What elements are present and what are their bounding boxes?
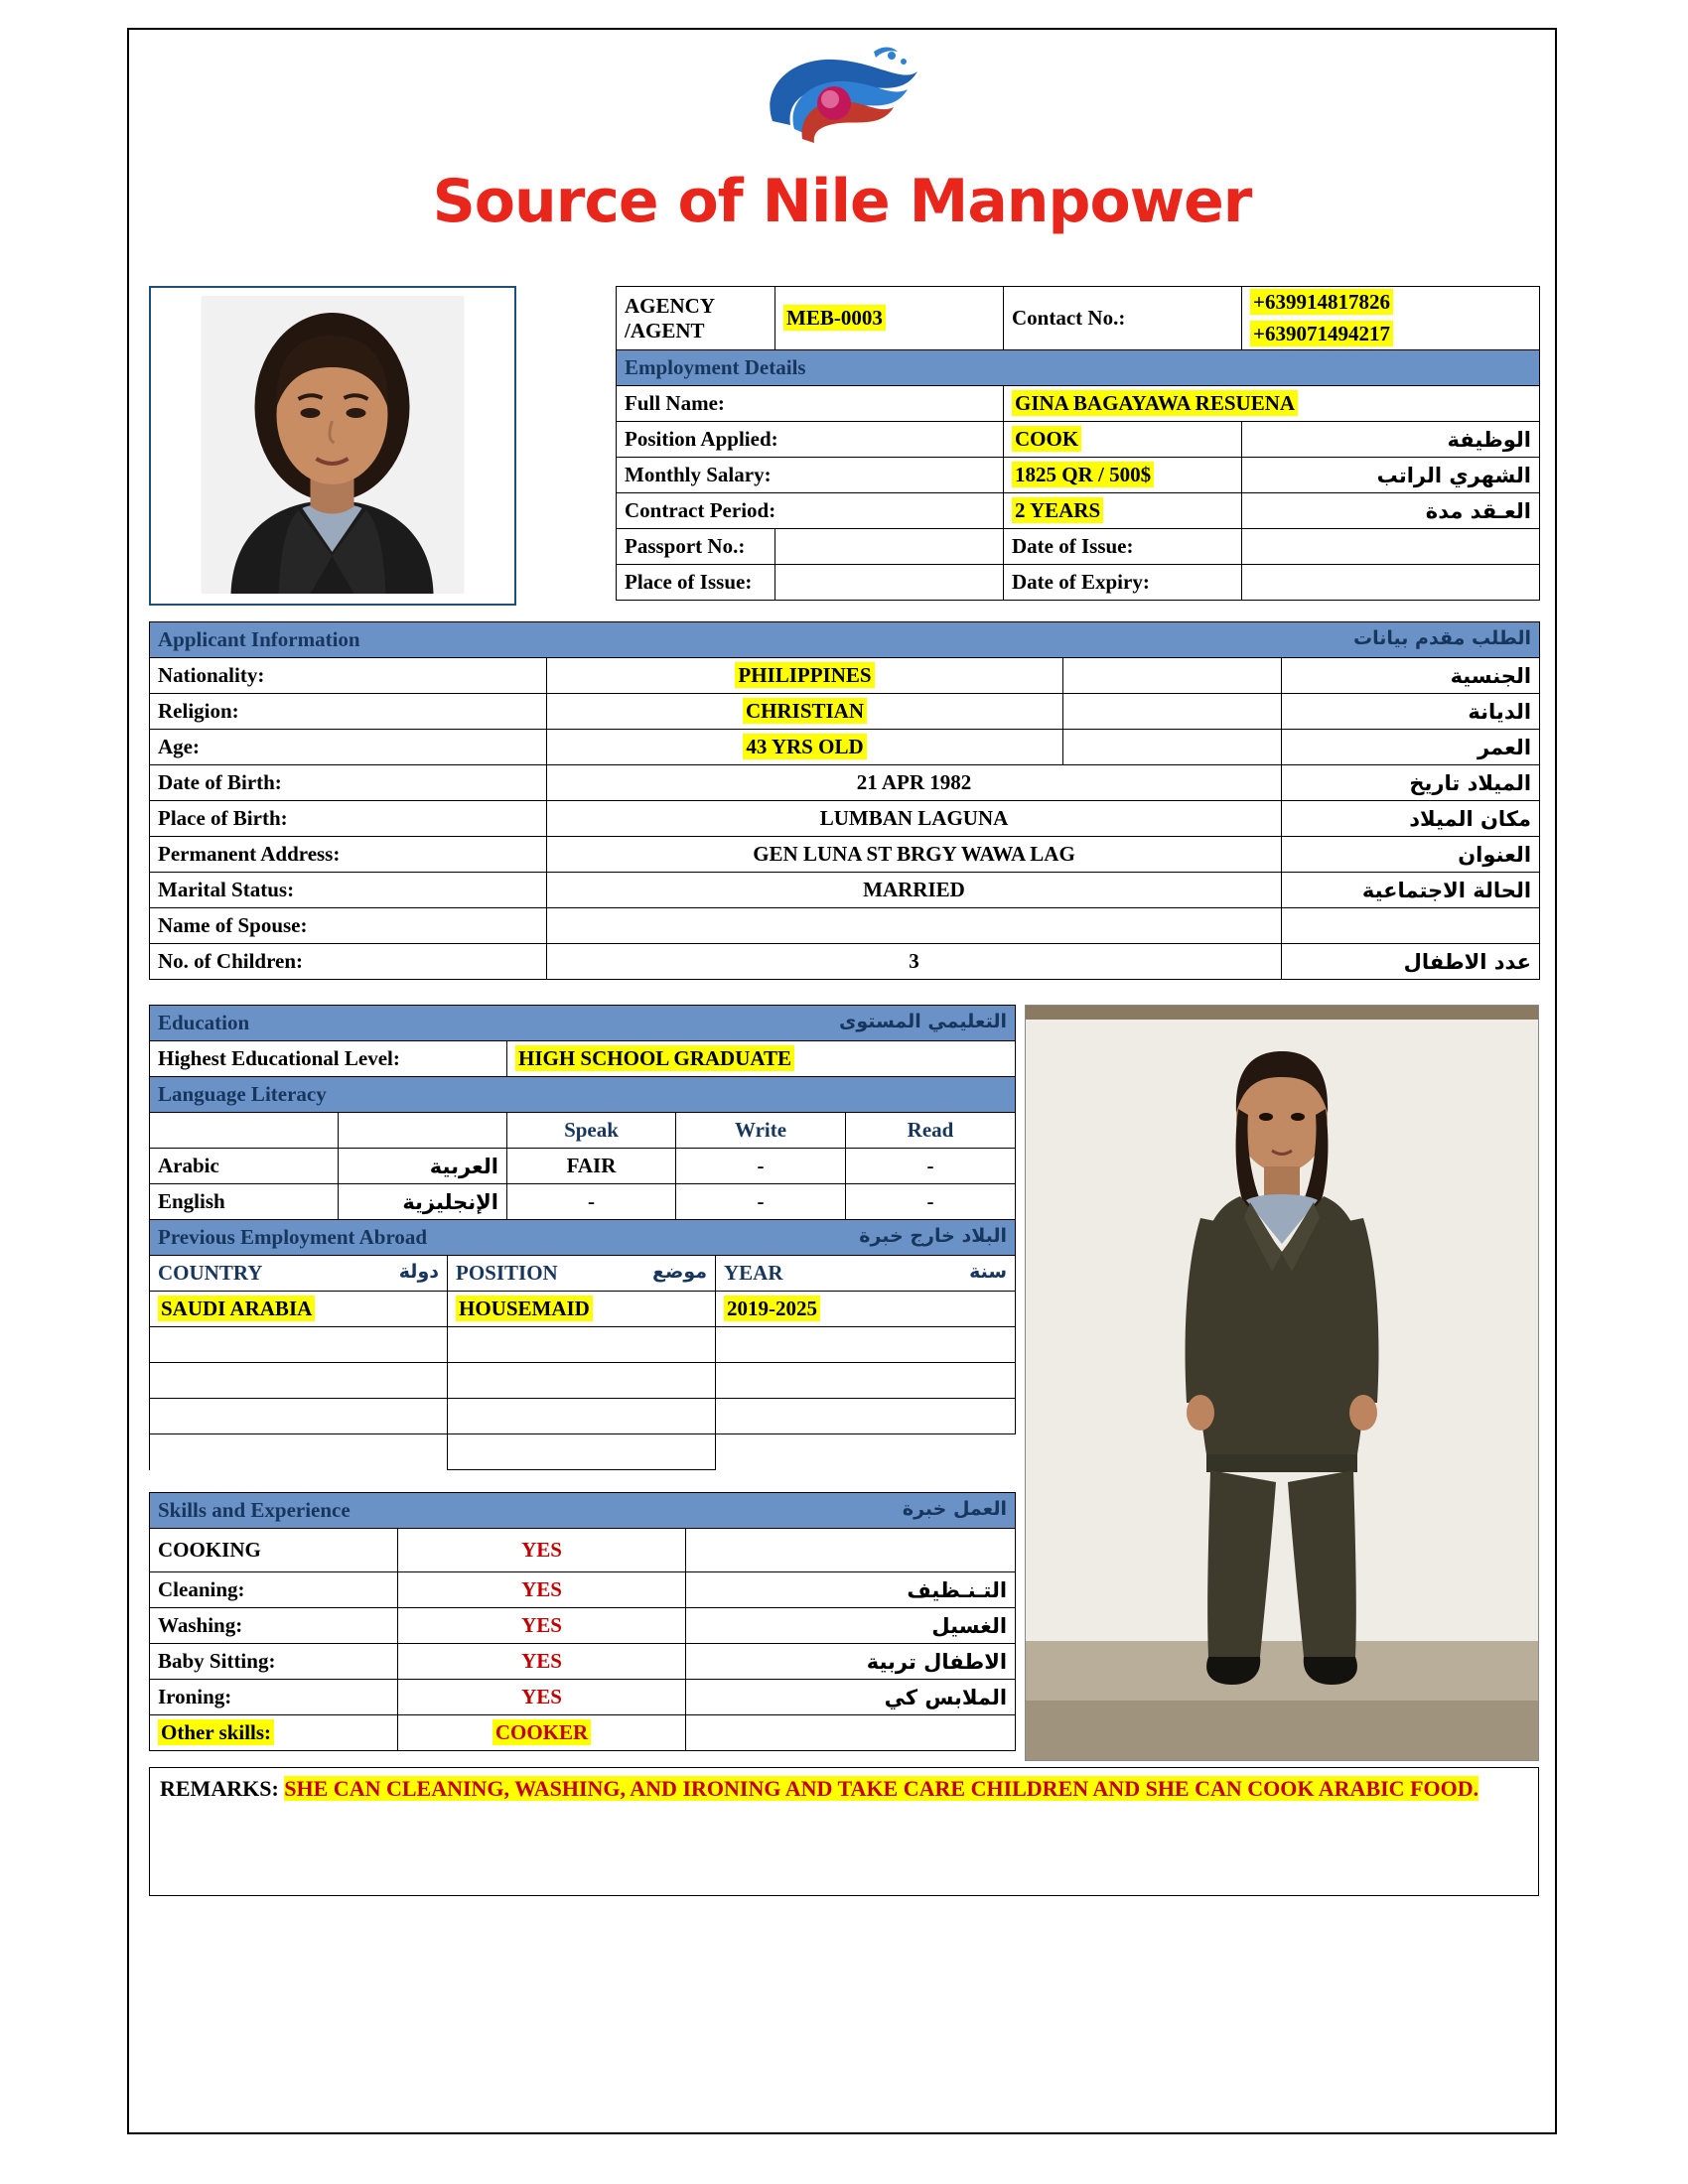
date-of-issue-label: Date of Issue: [1004,529,1242,565]
table-row [617,350,1540,386]
table-row [617,287,1540,319]
table-row [150,1256,1016,1292]
skill-washing-label: Washing: [150,1608,398,1644]
language-col-blank-1 [150,1113,339,1149]
skill-cooking-label: COOKING [150,1529,398,1572]
column-country-arabic: دولة [398,1261,439,1283]
table-row [617,386,1540,422]
religion-value: CHRISTIAN [547,694,1063,730]
highest-education-label: Highest Educational Level: [150,1041,507,1077]
contract-period-value: 2 YEARS [1004,493,1242,529]
place-of-issue-label: Place of Issue: [617,565,775,601]
spacer-cell [1063,730,1282,765]
skill-ironing-arabic: الملابس كي [686,1680,1016,1715]
applicant-id-photo [149,286,516,606]
prev-country-2 [150,1327,448,1363]
date-of-birth-label: Date of Birth: [150,765,547,801]
nationality-label: Nationality: [150,658,547,694]
prev-position-3 [448,1363,716,1399]
agency-table [616,286,1540,601]
education-title-arabic: التعليمي المستوى [838,1011,1007,1032]
name-of-spouse-arabic [1282,908,1540,944]
name-of-spouse-label: Name of Spouse: [150,908,547,944]
language-literacy-title: Language Literacy [150,1077,1016,1113]
prev-year-1: 2019-2025 [716,1292,1016,1327]
permanent-address-value: GEN LUNA ST BRGY WAWA LAG [547,837,1282,873]
skill-washing-value: YES [398,1608,686,1644]
table-row [150,765,1540,801]
position-applied-arabic: الوظيفة [1242,422,1540,458]
table-row [150,1113,1016,1149]
table-row [150,837,1540,873]
table-row [150,1220,1016,1256]
language-arabic-label-arabic: العربية [339,1149,507,1184]
table-row [150,1399,1016,1434]
english-write: - [676,1184,846,1220]
prev-position-5 [448,1434,716,1470]
position-applied-label: Position Applied: [617,422,1004,458]
skills-title: Skills and Experience العمل خبرة [150,1493,1016,1529]
employment-details-title: Employment Details [617,350,1540,386]
table-row [150,694,1540,730]
table-row [150,622,1540,658]
table-row [150,801,1540,837]
employment-details-section [616,286,1539,601]
remarks-section [149,1767,1539,1896]
brand-header [129,44,1555,236]
english-read: - [846,1184,1016,1220]
column-position: POSITION موضع [448,1256,716,1292]
table-row [150,1077,1016,1113]
skill-washing-arabic: الغسيل [686,1608,1016,1644]
skill-cooking-arabic [686,1529,1016,1572]
skills-experience-table [149,1492,1016,1751]
table-row [150,873,1540,908]
education-table [149,1005,1016,1077]
no-of-children-arabic: عدد الاطفال [1282,944,1540,980]
prev-country-3 [150,1363,448,1399]
skill-cleaning-value: YES [398,1572,686,1608]
contact-value-2: +639071494217 [1242,319,1540,350]
skill-other-arabic [686,1715,1016,1751]
language-col-read: Read [846,1113,1016,1149]
table-row [150,1363,1016,1399]
contact-value-1: +639914817826 [1242,287,1540,319]
arabic-write: - [676,1149,846,1184]
skill-ironing-value: YES [398,1680,686,1715]
monthly-salary-label: Monthly Salary: [617,458,1004,493]
remarks-text: SHE CAN CLEANING, WASHING, AND IRONING AND TAKE CARE CHILDREN AND SHE CAN COOK ARABIC FOOD. [284,1776,1479,1801]
table-row [150,1608,1016,1644]
previous-employment-table [149,1219,1016,1470]
language-name-english: English [150,1184,339,1220]
applicant-information-title-arabic: الطلب مقدم بيانات [1353,627,1532,649]
marital-status-label: Marital Status: [150,873,547,908]
contact-label: Contact No.: [1004,287,1242,350]
spacer-cell [1063,658,1282,694]
applicant-information-section [149,621,1539,980]
left-column-sections [149,1005,1015,1751]
skill-cooking-value: YES [398,1529,686,1572]
table-row [617,422,1540,458]
language-col-write: Write [676,1113,846,1149]
place-of-birth-value: LUMBAN LAGUNA [547,801,1282,837]
name-of-spouse-value [547,908,1282,944]
passport-no-value [775,529,1004,565]
prev-year-3 [716,1363,1016,1399]
skill-babysitting-value: YES [398,1644,686,1680]
nationality-arabic: الجنسية [1282,658,1540,694]
previous-employment-title-arabic: البلاد خارج خبرة [859,1225,1008,1247]
prev-position-1: HOUSEMAID [448,1292,716,1327]
position-applied-value: COOK [1004,422,1242,458]
skill-cleaning-label: Cleaning: [150,1572,398,1608]
religion-label: Religion: [150,694,547,730]
arabic-speak: FAIR [507,1149,676,1184]
spacer-cell [1063,694,1282,730]
agency-value: MEB-0003 [775,287,1004,350]
prev-country-4 [150,1399,448,1434]
passport-no-label: Passport No.: [617,529,775,565]
monthly-salary-value: 1825 QR / 500$ [1004,458,1242,493]
permanent-address-arabic: العنوان [1282,837,1540,873]
full-name-value: GINA BAGAYAWA RESUENA [1004,386,1540,422]
english-speak: - [507,1184,676,1220]
prev-country-1: SAUDI ARABIA [150,1292,448,1327]
source-of-nile-logo [743,44,941,163]
column-position-arabic: موضع [651,1261,707,1283]
table-row [150,1006,1016,1041]
no-of-children-label: No. of Children: [150,944,547,980]
date-of-expiry-value [1242,565,1540,601]
date-of-issue-value [1242,529,1540,565]
applicant-information-title: Applicant Information الطلب مقدم بيانات [150,622,1540,658]
prev-position-4 [448,1399,716,1434]
skill-cleaning-arabic: التـنـظيف [686,1572,1016,1608]
arabic-read: - [846,1149,1016,1184]
skills-title-arabic: العمل خبرة [902,1498,1008,1520]
no-of-children-value: 3 [547,944,1282,980]
table-row [150,730,1540,765]
date-of-birth-value: 21 APR 1982 [547,765,1282,801]
table-row [150,1184,1016,1220]
table-row [150,944,1540,980]
table-row [150,1149,1016,1184]
marital-status-value: MARRIED [547,873,1282,908]
table-row [150,1493,1016,1529]
table-row [617,493,1540,529]
table-row [150,1434,1016,1470]
monthly-salary-arabic: الشهري الراتب [1242,458,1540,493]
table-row [150,1715,1016,1751]
prev-year-4 [716,1399,1016,1434]
age-value: 43 YRS OLD [547,730,1063,765]
contract-period-arabic: العـقد مدة [1242,493,1540,529]
language-col-speak: Speak [507,1113,676,1149]
column-country: COUNTRY دولة [150,1256,448,1292]
table-row [150,1644,1016,1680]
column-year: YEAR سنة [716,1256,1016,1292]
contract-period-label: Contract Period: [617,493,1004,529]
applicant-full-photo [1025,1005,1539,1761]
table-row [150,908,1540,944]
applicant-table [149,621,1540,980]
table-row [150,1680,1016,1715]
prev-year-2 [716,1327,1016,1363]
table-row [617,529,1540,565]
language-english-label-arabic: الإنجليزية [339,1184,507,1220]
prev-year-5 [716,1434,1016,1470]
table-row [150,1529,1016,1572]
table-row [617,565,1540,601]
table-row [150,1327,1016,1363]
column-year-arabic: سنة [969,1261,1008,1283]
full-name-label: Full Name: [617,386,1004,422]
place-of-birth-arabic: مكان الميلاد [1282,801,1540,837]
skill-babysitting-label: Baby Sitting: [150,1644,398,1680]
place-of-birth-label: Place of Birth: [150,801,547,837]
nationality-value: PHILIPPINES [547,658,1063,694]
skill-other-label: Other skills: [150,1715,398,1751]
religion-arabic: الديانة [1282,694,1540,730]
language-literacy-table [149,1076,1016,1220]
remarks-box [149,1767,1539,1896]
highest-education-value: HIGH SCHOOL GRADUATE [507,1041,1016,1077]
permanent-address-label: Permanent Address: [150,837,547,873]
prev-position-2 [448,1327,716,1363]
language-col-blank-2 [339,1113,507,1149]
remarks-label: REMARKS: [160,1776,279,1801]
skill-babysitting-arabic: الاطفال تربية [686,1644,1016,1680]
place-of-issue-value [775,565,1004,601]
skill-other-value: COOKER [398,1715,686,1751]
date-of-expiry-label: Date of Expiry: [1004,565,1242,601]
education-title: Education التعليمي المستوى [150,1006,1016,1041]
age-label: Age: [150,730,547,765]
table-row [150,1041,1016,1077]
skill-ironing-label: Ironing: [150,1680,398,1715]
table-row [150,1292,1016,1327]
table-row [150,1572,1016,1608]
marital-status-arabic: الحالة الاجتماعية [1282,873,1540,908]
cv-sheet [127,28,1557,2134]
table-row [150,658,1540,694]
previous-employment-title: Previous Employment Abroad البلاد خارج خبرة [150,1220,1016,1256]
brand-title: Source of Nile Manpower [432,167,1252,236]
prev-country-5 [150,1434,448,1470]
age-arabic: العمر [1282,730,1540,765]
date-of-birth-arabic: الميلاد تاريخ [1282,765,1540,801]
language-name-arabic: Arabic [150,1149,339,1184]
table-row [617,458,1540,493]
agency-label: AGENCY /AGENT [617,287,775,350]
